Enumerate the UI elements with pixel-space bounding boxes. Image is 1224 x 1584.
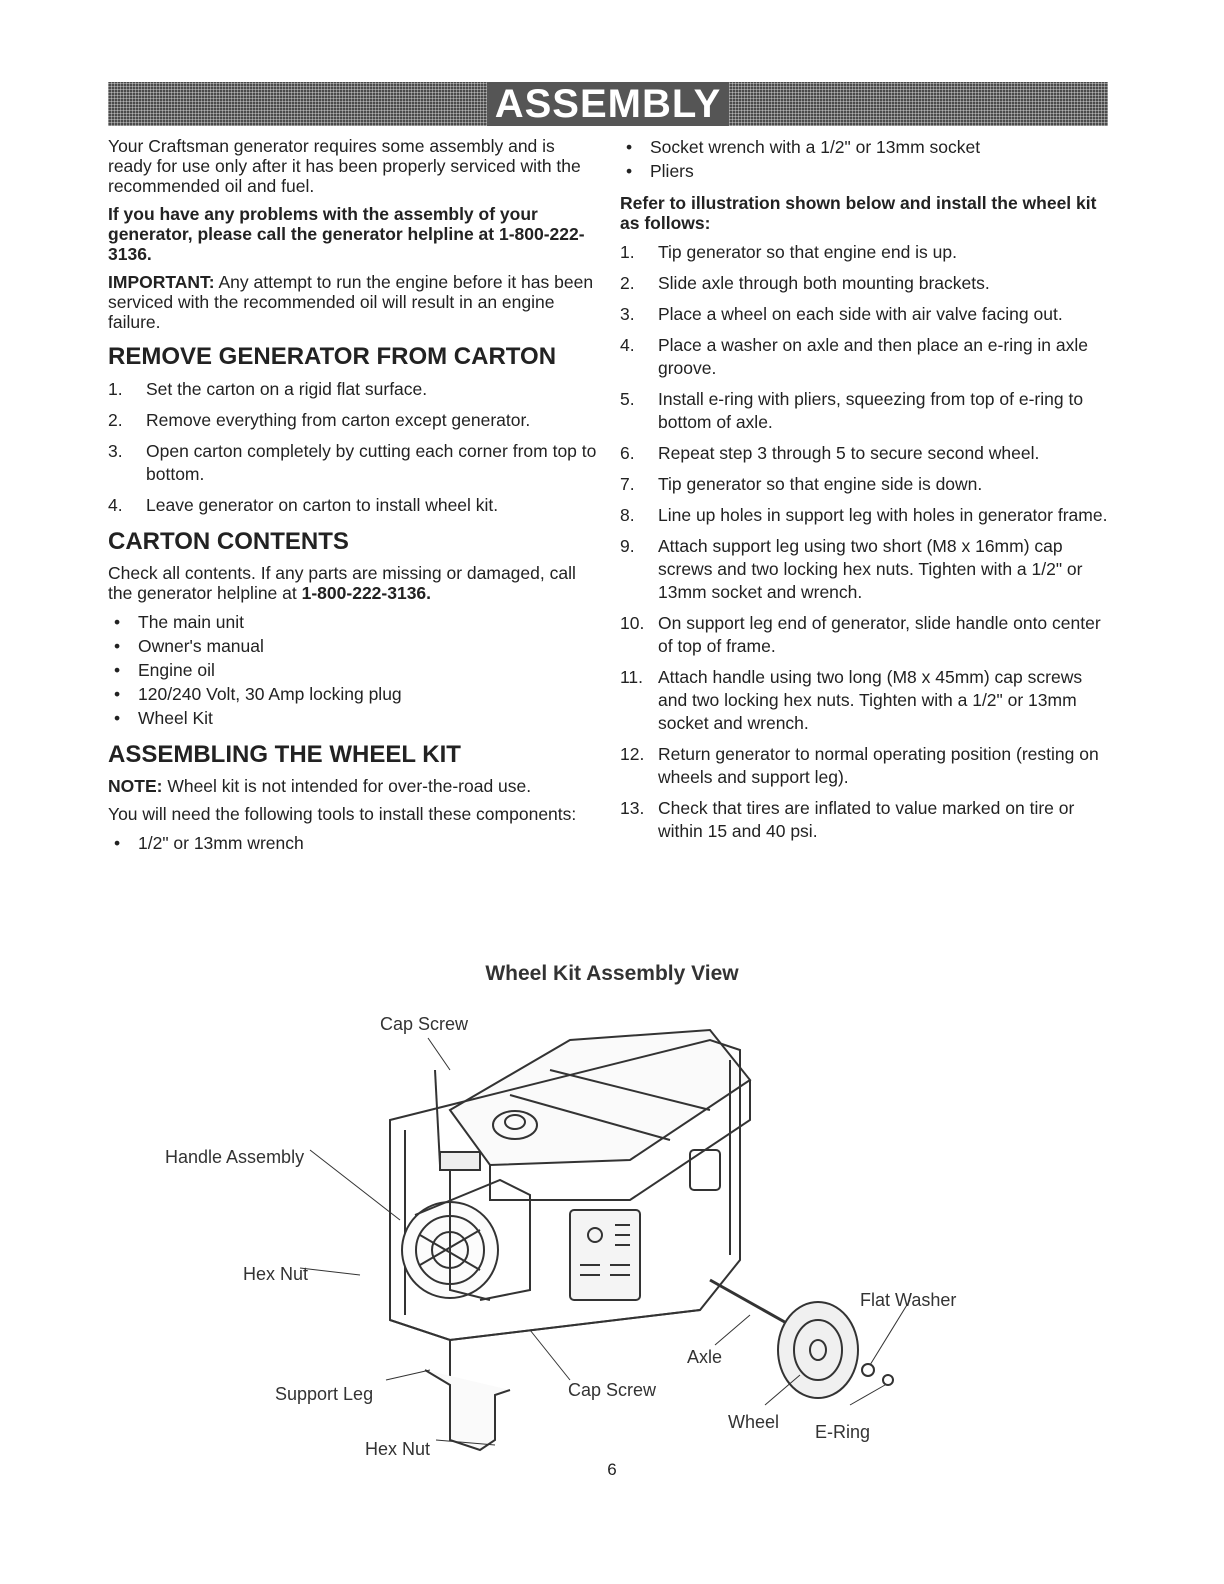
wheel-heading: ASSEMBLING THE WHEEL KIT <box>108 741 461 768</box>
step-number: 3. <box>620 304 635 324</box>
list-item <box>108 494 598 517</box>
label-axle: Axle <box>687 1347 723 1367</box>
list-item <box>620 535 1108 604</box>
list-item <box>108 611 598 634</box>
item-text: Owner's manual <box>138 636 264 656</box>
step-text: Set the carton on a rigid flat surface. <box>146 379 428 399</box>
note-label: NOTE: <box>108 776 163 796</box>
step-number: 10. <box>620 613 645 633</box>
tools-list-right <box>620 136 1108 183</box>
list-item <box>108 440 598 486</box>
bullet-icon: • <box>114 684 121 704</box>
step-text: Attach support leg using two short (M8 x 16mm) cap screws and two locking hex nuts. Tighten with a 1/2" or 13mm socket and wrench. <box>658 536 1083 602</box>
list-item <box>108 659 598 682</box>
list-item <box>620 504 1108 527</box>
page-number: 6 <box>607 1460 617 1479</box>
list-item <box>108 635 598 658</box>
step-text: Tip generator so that engine end is up. <box>658 242 957 262</box>
important-text: Any attempt to run the engine before it has been serviced with the recommended oil will result in an engine failure. <box>108 272 594 332</box>
step-number: 11. <box>620 667 644 687</box>
diagram-title: Wheel Kit Assembly View <box>485 962 739 985</box>
step-text: Attach handle using two long (M8 x 45mm) cap screws and two locking hex nuts. Tighten with a 1/2" or 13mm socket and wrench. <box>658 667 1083 733</box>
step-text: Leave generator on carton to install wheel kit. <box>146 495 499 515</box>
wheel-steps <box>620 241 1108 843</box>
label-cap-screw-bottom: Cap Screw <box>568 1380 657 1400</box>
remove-steps <box>108 378 598 517</box>
step-text: Repeat step 3 through 5 to secure second wheel. <box>658 443 1040 463</box>
tools-intro: You will need the following tools to install these components: <box>108 804 577 824</box>
item-text: 1/2" or 13mm wrench <box>138 833 304 853</box>
banner-title: ASSEMBLY <box>487 82 730 126</box>
step-text: Check that tires are inflated to value marked on tire or within 15 and 40 psi. <box>658 798 1075 841</box>
list-item <box>620 743 1108 789</box>
remove-heading: REMOVE GENERATOR FROM CARTON <box>108 343 557 370</box>
list-item <box>108 832 598 855</box>
list-item <box>620 473 1108 496</box>
helpline-phone: 1-800-222-3136. <box>301 583 432 603</box>
bullet-icon: • <box>114 708 121 728</box>
wheel-kit-diagram <box>150 1000 1000 1460</box>
left-column <box>108 136 598 861</box>
label-hex-nut-2: Hex Nut <box>365 1439 431 1459</box>
list-item <box>620 388 1108 434</box>
step-text: Remove everything from carton except generator. <box>146 410 531 430</box>
bullet-icon: • <box>626 161 633 181</box>
bullet-icon: • <box>114 833 121 853</box>
important-label: IMPORTANT: <box>108 272 215 292</box>
step-number: 7. <box>620 474 635 494</box>
list-item <box>108 683 598 706</box>
tools-list-left <box>108 832 598 855</box>
step-number: 5. <box>620 389 635 409</box>
label-wheel: Wheel <box>728 1412 780 1432</box>
list-item <box>620 612 1108 658</box>
refer-instruction: Refer to illustration shown below and install the wheel kit as follows: <box>620 193 1097 233</box>
list-item <box>108 707 598 730</box>
label-e-ring: E-Ring <box>815 1422 871 1442</box>
intro-paragraph: Your Craftsman generator requires some assembly and is ready for use only after it has been properly serviced with the recommended oil and fuel. <box>108 136 581 196</box>
item-text: The main unit <box>138 612 245 632</box>
label-handle-assembly: Handle Assembly <box>165 1147 305 1167</box>
right-column <box>620 136 1108 851</box>
list-item <box>620 797 1108 843</box>
step-number: 3. <box>108 441 123 461</box>
step-number: 4. <box>620 335 635 355</box>
contents-heading: CARTON CONTENTS <box>108 528 349 555</box>
list-item <box>620 666 1108 735</box>
step-number: 8. <box>620 505 635 525</box>
item-text: Wheel Kit <box>138 708 213 728</box>
label-cap-screw-top: Cap Screw <box>380 1014 469 1034</box>
contents-intro-text: Check all contents. If any parts are missing or damaged, call the generator helpline at <box>108 563 576 603</box>
bullet-icon: • <box>114 612 121 632</box>
list-item <box>620 136 1108 159</box>
section-banner <box>108 82 1108 126</box>
list-item <box>620 241 1108 264</box>
step-text: Install e-ring with pliers, squeezing from top of e-ring to bottom of axle. <box>658 389 1084 432</box>
label-hex-nut-1: Hex Nut <box>243 1264 309 1284</box>
item-text: Engine oil <box>138 660 215 680</box>
step-text: Return generator to normal operating position (resting on wheels and support leg). <box>658 744 1099 787</box>
list-item <box>108 409 598 432</box>
item-text: Socket wrench with a 1/2" or 13mm socket <box>650 137 981 157</box>
step-number: 2. <box>108 410 123 430</box>
step-text: Slide axle through both mounting brackets. <box>658 273 990 293</box>
step-text: Place a wheel on each side with air valve facing out. <box>658 304 1063 324</box>
bullet-icon: • <box>626 137 633 157</box>
step-number: 4. <box>108 495 123 515</box>
step-number: 12. <box>620 744 645 764</box>
helpline-note: If you have any problems with the assembly of your generator, please call the generator helpline at 1-800-222-3136. <box>108 204 585 264</box>
important-note <box>108 272 598 332</box>
bullet-icon: • <box>114 660 121 680</box>
step-text: Place a washer on axle and then place an e-ring in axle groove. <box>658 335 1088 378</box>
wheel-note <box>108 776 598 796</box>
contents-list <box>108 611 598 730</box>
step-number: 2. <box>620 273 635 293</box>
list-item <box>620 303 1108 326</box>
step-number: 6. <box>620 443 635 463</box>
step-number: 1. <box>620 242 635 262</box>
note-text: Wheel kit is not intended for over-the-road use. <box>162 776 532 796</box>
item-text: Pliers <box>650 161 694 181</box>
step-number: 9. <box>620 536 635 556</box>
label-support-leg: Support Leg <box>275 1384 374 1404</box>
step-text: On support leg end of generator, slide handle onto center of top of frame. <box>658 613 1101 656</box>
contents-intro <box>108 563 598 603</box>
item-text: 120/240 Volt, 30 Amp locking plug <box>138 684 402 704</box>
step-number: 13. <box>620 798 645 818</box>
list-item <box>620 442 1108 465</box>
list-item <box>620 334 1108 380</box>
step-number: 1. <box>108 379 123 399</box>
list-item <box>620 272 1108 295</box>
label-flat-washer: Flat Washer <box>860 1290 957 1310</box>
step-text: Line up holes in support leg with holes in generator frame. <box>658 505 1108 525</box>
list-item <box>108 378 598 401</box>
bullet-icon: • <box>114 636 121 656</box>
list-item <box>620 160 1108 183</box>
step-text: Open carton completely by cutting each corner from top to bottom. <box>146 441 597 484</box>
step-text: Tip generator so that engine side is down. <box>658 474 983 494</box>
